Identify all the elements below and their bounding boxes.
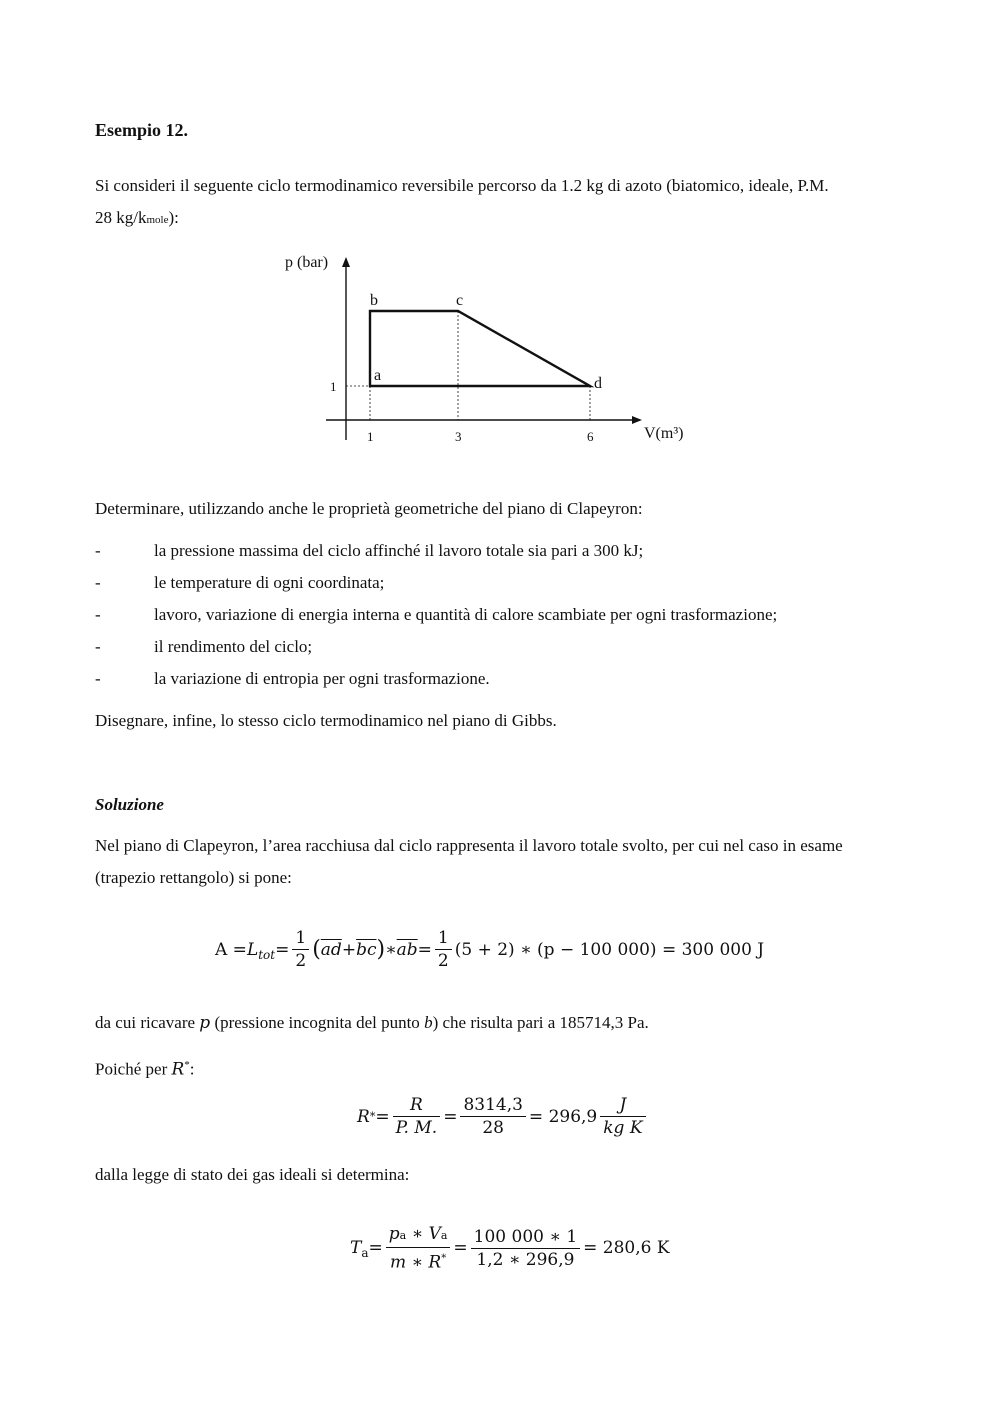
x-axis-label: V(m³) (644, 425, 684, 442)
bullet-dash: - (95, 637, 101, 656)
bullet-dash: - (95, 541, 101, 560)
x-tick-label: 3 (455, 429, 462, 444)
eq2-den3: kg K (603, 1118, 643, 1138)
bullet-dash: - (95, 605, 101, 624)
bullet-item: lavoro, variazione di energia interna e quantità di calore scambiate per ogni trasformazione; (154, 605, 778, 624)
eq1-equals-2: = (417, 939, 432, 960)
bullet-dash: - (95, 573, 101, 592)
eq3-den1-sup: * (441, 1253, 447, 1264)
example-title: Esempio 12. (95, 120, 189, 140)
eq3-value: = 280,6 K (583, 1238, 670, 1259)
area-equation (215, 927, 764, 972)
pressure-result-line (95, 1012, 649, 1034)
eq1-open-paren: ( (312, 937, 321, 962)
eq2-frac-1 (393, 1094, 441, 1139)
eq3-num1-sub: a (399, 1229, 407, 1242)
y-axis-arrow-icon (342, 257, 350, 267)
r-star-equation (357, 1094, 649, 1139)
eq1-times: ∗ (385, 939, 397, 960)
eq2-sup: * (369, 1110, 376, 1123)
eq1-ltot: L (246, 939, 259, 960)
eq3-den1 (386, 1248, 451, 1274)
bullet-dash: - (95, 669, 101, 688)
eq3-frac-2 (471, 1226, 580, 1271)
ideal-gas-line: dalla legge di stato dei gas ideali si determina: (95, 1165, 410, 1184)
eq3-equals: = (368, 1238, 383, 1259)
poiche-sup: * (184, 1059, 190, 1071)
clapeyron-diagram (270, 245, 710, 455)
eq3-num1 (386, 1223, 451, 1248)
intro-line-2-subscript: mole (146, 214, 169, 226)
y-tick-label: 1 (330, 379, 337, 394)
point-label-d: d (594, 375, 602, 392)
eq1-ltot-sub: tot (258, 947, 276, 962)
eq1-equals: = (275, 939, 290, 960)
eq3-num1-p: p (388, 1224, 400, 1244)
bullet-item: le temperature di ogni coordinata; (154, 573, 385, 592)
eq3-den1-text: m ∗ R (389, 1252, 442, 1273)
eq1-bc: $\overline{bc}$ (356, 939, 377, 960)
solution-heading: Soluzione (95, 795, 164, 814)
eq3-num1-vsub: a (440, 1229, 448, 1242)
eq2-frac-2 (460, 1094, 525, 1139)
eq3-t: T (350, 1238, 362, 1259)
p-line-part1: da cui ricavare (95, 1013, 200, 1032)
eq1-half-den-2: 2 (437, 951, 449, 971)
eq3-equals-2: = (453, 1238, 468, 1259)
x-tick-label: 6 (587, 429, 594, 444)
eq1-half-den: 2 (295, 951, 307, 971)
x-axis-arrow-icon (632, 416, 642, 424)
p-line-part2: (pressione incognita del punto (210, 1013, 425, 1032)
eq2-equals-2: = (443, 1106, 458, 1127)
eq1-close-paren: ) (376, 937, 386, 962)
bullet-item: la variazione di entropia per ogni trasformazione. (154, 669, 490, 688)
eq2-num1: R (393, 1094, 441, 1117)
intro-line-2 (95, 207, 179, 231)
y-axis-label: p (bar) (285, 254, 329, 271)
intro-line-2-main: 28 kg/k (95, 208, 147, 227)
eq2-frac-3 (600, 1094, 645, 1139)
poiche-r: R (171, 1059, 185, 1080)
eq3-frac-1 (386, 1223, 451, 1274)
eq1-half-num-2: 1 (435, 927, 452, 950)
poiche-colon: : (189, 1059, 195, 1079)
eq3-num1-v: V (428, 1224, 441, 1244)
eq1-ad: $\overline{ad}$ (320, 939, 342, 960)
eq1-half-fraction-2 (435, 927, 452, 972)
diagram-layer (285, 254, 683, 444)
eq2-num2: 8314,3 (460, 1094, 525, 1117)
eq1-ab: $\overline{ab}$ (396, 939, 418, 960)
determine-text: Determinare, utilizzando anche le proprietà geometriche del piano di Clapeyron: (95, 499, 643, 518)
eq1-half-num: 1 (292, 927, 309, 950)
temperature-equation (350, 1223, 670, 1274)
point-label-a: a (374, 367, 382, 384)
gibbs-text: Disegnare, infine, lo stesso ciclo termodinamico nel piano di Gibbs. (95, 711, 557, 730)
eq3-num1-mid: ∗ (406, 1224, 429, 1244)
solution-paragraph-line-2: (trapezio rettangolo) si pone: (95, 868, 292, 887)
intro-line-2-end: ): (168, 208, 179, 227)
eq1-rhs: (5 + 2) ∗ (p − 100 000) = 300 000 J (454, 939, 765, 960)
poiche-text: Poiché per (95, 1059, 172, 1079)
eq2-r: R (357, 1106, 370, 1127)
intro-line-1: Si consideri il seguente ciclo termodinamico reversibile percorso da 1.2 kg di azoto (biatomico, ideale, P.M. (95, 176, 829, 195)
point-label-b: b (370, 292, 378, 309)
p-line-p: p (199, 1013, 211, 1033)
eq3-t-sub: a (361, 1246, 369, 1261)
eq2-num3: J (600, 1094, 645, 1117)
eq2-den1: P. M. (395, 1118, 438, 1138)
eq2-equals: = (375, 1106, 390, 1127)
p-line-b: b (424, 1013, 433, 1032)
point-label-c: c (456, 292, 464, 309)
bullet-item: il rendimento del ciclo; (154, 637, 313, 656)
eq2-value: = 296,9 (528, 1106, 598, 1127)
x-tick-label: 1 (367, 429, 374, 444)
eq3-den2: 1,2 ∗ 296,9 (476, 1249, 575, 1270)
poiche-line (95, 1054, 195, 1081)
p-line-part3: ) che risulta pari a 185714,3 Pa. (432, 1013, 649, 1032)
bullet-item: la pressione massima del ciclo affinché il lavoro totale sia pari a 300 kJ; (154, 541, 644, 560)
solution-paragraph-line-1: Nel piano di Clapeyron, l’area racchiusa dal ciclo rappresenta il lavoro totale svolto, per cui nel caso in esame (95, 836, 843, 855)
eq2-den2: 28 (482, 1118, 504, 1138)
eq1-half-fraction (292, 927, 309, 972)
cycle-path (370, 311, 590, 386)
eq3-num2: 100 000 ∗ 1 (471, 1226, 580, 1249)
eq1-lhs: A = (215, 939, 247, 960)
eq1-plus: + (341, 939, 357, 960)
